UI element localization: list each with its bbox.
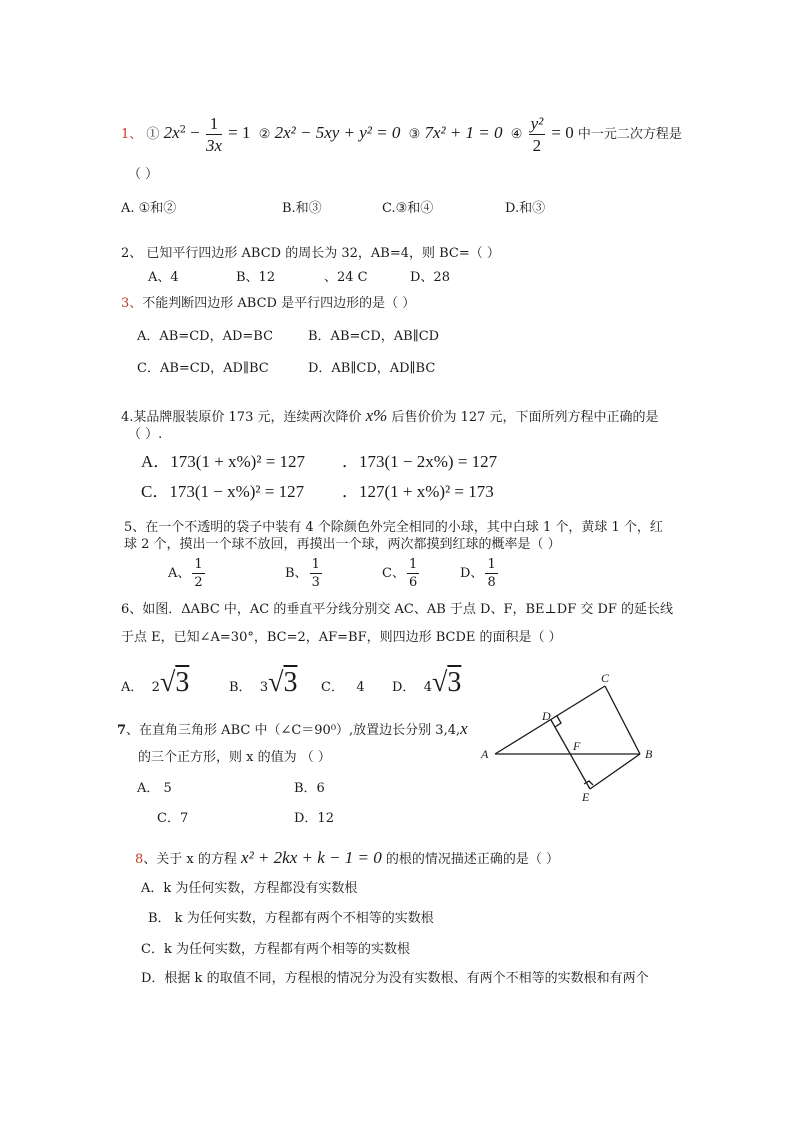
q1-opt2-expr: 2x² − 5xy + y² = 0	[274, 123, 401, 142]
q7-choice-b: B．6	[294, 781, 325, 796]
q1-opt4-eq: = 0	[551, 123, 574, 142]
q1-choice-b: B.和③	[282, 201, 322, 216]
q2-choice-a: A、4	[148, 270, 179, 285]
line-bc	[605, 686, 640, 754]
q8-expr: x² + 2kx + k − 1 = 0	[241, 848, 382, 867]
q4-percent: x%	[365, 406, 388, 425]
q5-choice-c: C、 $\frac{1}{6}$	[382, 557, 418, 590]
q7-choice-d: D．12	[294, 811, 334, 826]
q1-opt1-lhs: 2x	[163, 123, 180, 142]
q8-choice-b: B． k 为任何实数，方程都有两个不相等的实数根	[148, 911, 434, 926]
q5-choice-d: D、 $\frac{1}{8}$	[460, 557, 496, 590]
q1-choice-a: A. ①和②	[121, 201, 177, 216]
q6-choice-d: D． 4√3	[392, 667, 462, 698]
q1-opt1-eq: = 1	[228, 123, 251, 142]
q7-var: x	[460, 719, 468, 738]
q5-choice-a: A、 $\frac{1}{2}$	[168, 557, 203, 590]
q4-stem-tail: 后售价价为 127 元，下面所列方程中正确的是	[391, 410, 659, 425]
q1-opt4-mark: ④	[510, 127, 523, 142]
q1-opt3-expr: 7x² + 1 = 0	[424, 123, 503, 142]
label-c: C	[601, 671, 610, 685]
q8-choice-d: D．根据 k 的取值不同，方程根的情况分为没有实数根、有两个不相等的实数根和有两个	[141, 971, 649, 986]
q7-line2: 的三个正方形，则 x 的值为 （ ）	[138, 750, 331, 765]
q4-stem: 4.某品牌服装原价 173 元，连续两次降价	[121, 410, 362, 425]
q1-opt4-fraction: $\frac{\text{y²}}{2}$	[530, 114, 544, 155]
q6-choice-b: B． 3√3	[229, 667, 298, 698]
q4-choice-d: ．127(1 + x%)² = 173	[342, 482, 494, 501]
q2-choice-c: 、24 C	[324, 270, 368, 285]
q4-choice-b: ．173(1 − 2x%) = 127	[342, 452, 498, 471]
q7-line1	[117, 720, 468, 737]
q1-opt2-mark: ②	[258, 127, 271, 142]
q5-choice-b: B、 $\frac{1}{3}$	[285, 557, 320, 590]
q1-opt1-mark: ①	[146, 127, 160, 142]
q1-opt1-fraction: $\frac{1}{3x}$	[205, 114, 223, 155]
q3-stem-line	[121, 297, 415, 310]
q1-number: 1、	[121, 127, 143, 142]
q4-stem-line	[121, 407, 659, 424]
q1-tail: 中一元二次方程是	[577, 127, 682, 142]
q1-opt3-mark: ③	[408, 127, 421, 142]
q7-stem: 、在直角三角形 ABC 中（∠C＝90⁰）,放置边长分别 3,4,	[126, 723, 461, 738]
q7-choice-c: C．7	[157, 811, 189, 826]
q2-choice-d: D、28	[410, 270, 450, 285]
q8-stem: 、关于 x 的方程	[143, 852, 237, 867]
q7-number: 7	[117, 723, 127, 738]
q3-choice-c: C．AB=CD，AD∥BC	[137, 361, 269, 376]
q3-stem: 不能判断四边形 ABCD 是平行四边形的是（ ）	[142, 296, 416, 311]
q6-line2: 于点 E，已知∠A=30°，BC=2，AF=BF，则四边形 BCDE 的面积是（ ）	[121, 630, 562, 645]
q5-line1: 5、在一个不透明的袋子中装有 4 个除颜色外完全相同的小球，其中白球 1 个，黄球 1 个，红	[124, 520, 663, 535]
triangle-figure	[470, 670, 670, 810]
q6-choice-a: A． 2√3	[121, 667, 190, 698]
label-d: D	[542, 709, 551, 723]
q7-choice-a: A． 5	[137, 781, 172, 796]
line-be	[590, 754, 640, 789]
q8-stem-line	[135, 849, 559, 866]
label-f: F	[573, 739, 581, 753]
q3-choice-d: D．AB∥CD，AD∥BC	[308, 361, 436, 376]
q2-stem: 2、 已知平行四边形 ABCD 的周长为 32，AB=4，则 BC=（ ）	[121, 246, 500, 261]
q8-number: 8	[135, 852, 144, 867]
q5-line2: 球 2 个，摸出一个球不放回，再摸出一个球，两次都摸到红球的概率是（ ）	[124, 537, 561, 552]
q1-line: 1、 ① $2x^2$ − $\frac{1}{3x}$ = 1 ② 2x² − 5xy + y² = 0 ③ 7x² + 1 = 0 ④ $\frac{\text{y²}}{2}$ = 0 中一元二次方程是	[121, 114, 682, 155]
q2-choice-b: B、12	[236, 270, 276, 285]
label-a: A	[481, 747, 489, 761]
q8-choice-c: C．k 为任何实数，方程都有两个相等的实数根	[141, 942, 410, 957]
q1-choice-d: D.和③	[505, 201, 546, 216]
q6-line1: 6、如图．ΔABC 中，AC 的垂直平分线分别交 AC、AB 于点 D、F，BE⊥DF 交 DF 的延长线	[121, 602, 674, 617]
label-b: B	[645, 747, 653, 761]
q8-choice-a: A．k 为任何实数，方程都没有实数根	[141, 881, 358, 896]
label-e: E	[582, 790, 590, 804]
q3-choice-b: B．AB=CD，AB∥CD	[308, 329, 440, 344]
q4-choice-c: C．173(1 − x%)² = 127	[141, 482, 305, 501]
q1-choice-c: C.③和④	[382, 201, 434, 216]
right-angle-d	[555, 716, 561, 727]
q3-number: 3、	[121, 296, 143, 311]
q4-choice-a: A．173(1 + x%)² = 127	[141, 452, 306, 471]
q8-stem-tail: 的根的情况描述正确的是（ ）	[385, 852, 559, 867]
q6-choice-c: C． 4	[321, 680, 365, 695]
q1-bracket: （ ）	[128, 167, 159, 182]
q4-bracket: （ ）.	[128, 427, 163, 442]
q3-choice-a: A．AB=CD，AD=BC	[137, 329, 274, 344]
